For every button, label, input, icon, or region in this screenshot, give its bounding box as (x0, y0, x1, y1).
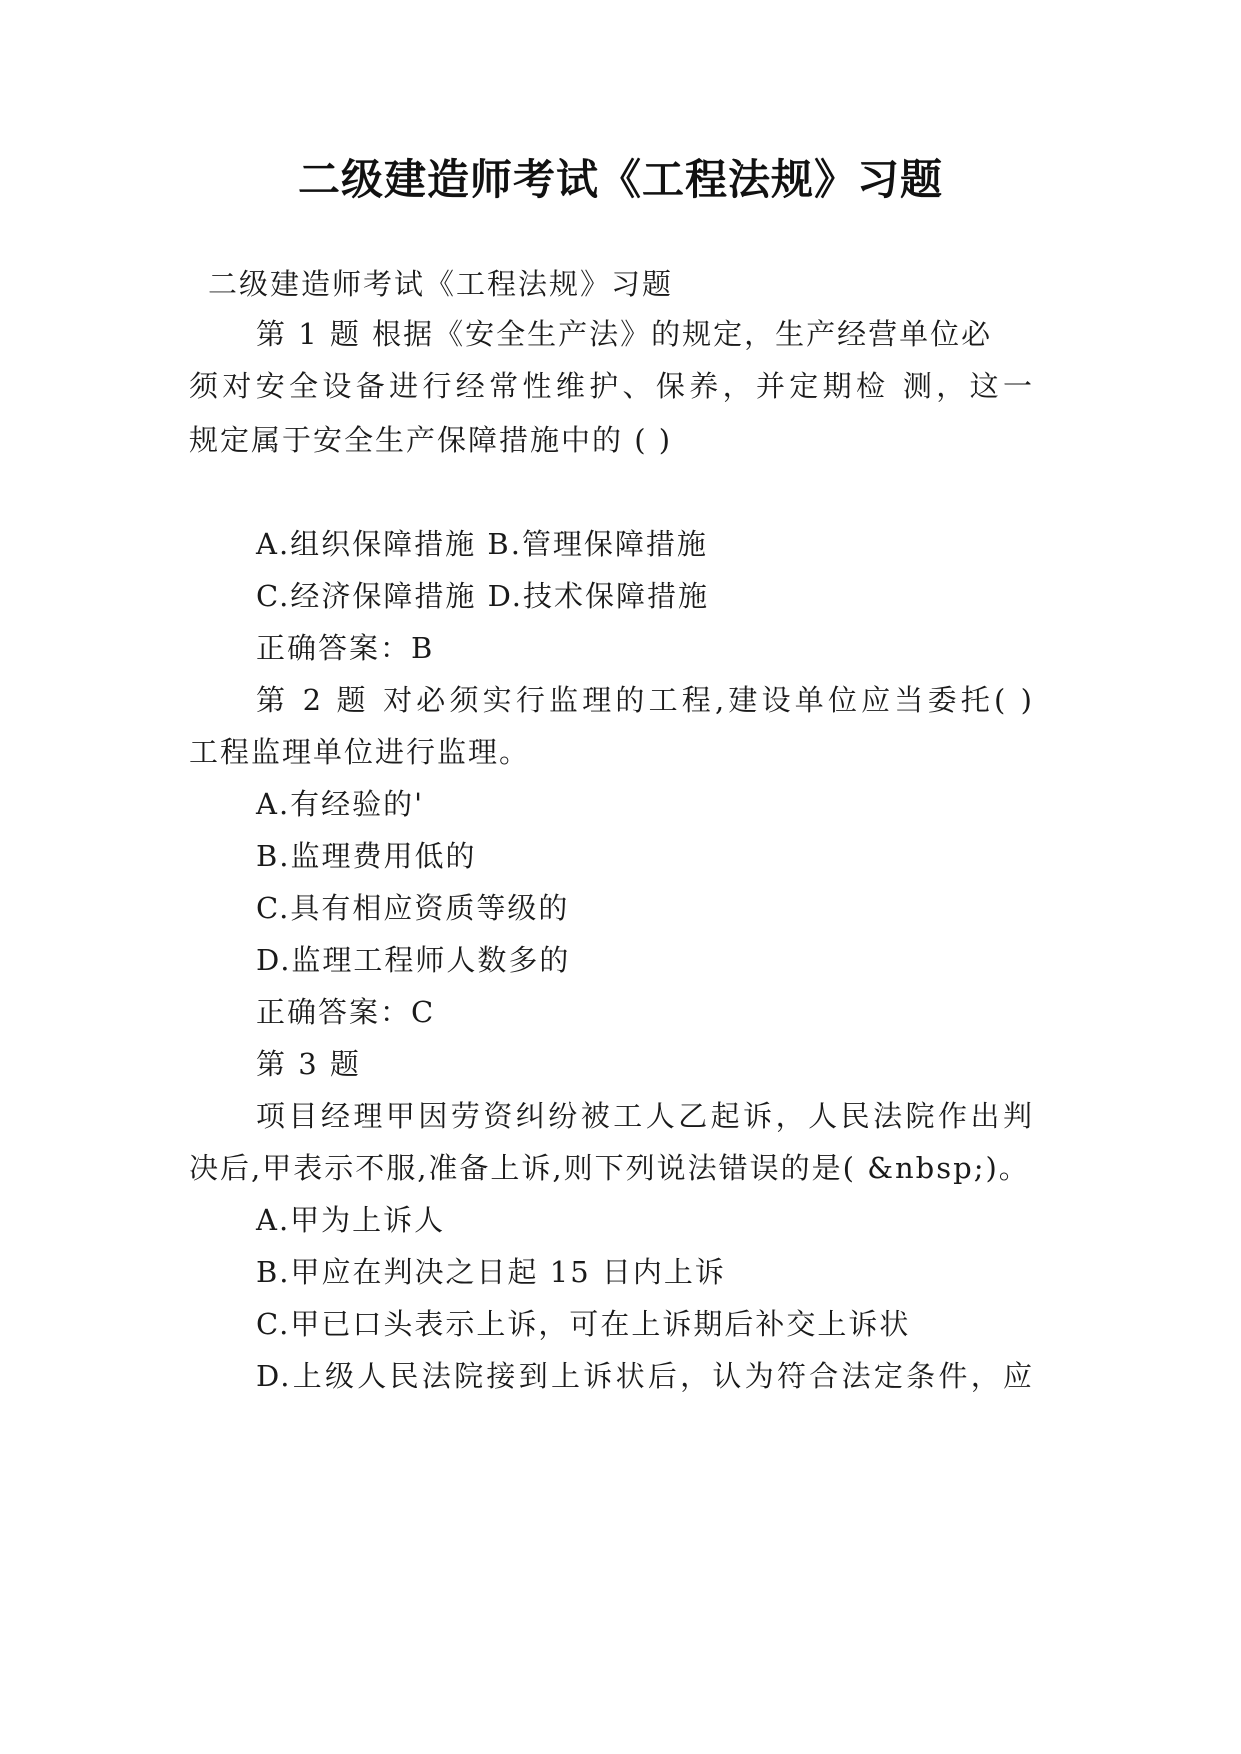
question-2-answer: 正确答案：C (256, 995, 436, 1029)
document-title: 二级建造师考试《工程法规》习题 (297, 155, 943, 204)
document-subtitle: 二级建造师考试《工程法规》习题 (208, 267, 674, 301)
question-2-option-c: C.具有相应资质等级的 (256, 891, 570, 925)
question-1-answer: 正确答案：B (256, 631, 435, 665)
question-2-stem-line-2: 工程监理单位进行监理。 (189, 735, 531, 769)
question-1-stem-line-2: 须对安全设备进行经常性维护、保养，并定期检 测，这一 (189, 369, 1034, 403)
question-1-options-ab: A.组织保障措施 B.管理保障措施 (256, 527, 708, 561)
question-1-stem-line-1: 第 1 题 根据《安全生产法》的规定，生产经营单位必 (256, 317, 993, 351)
question-3-stem-line-2: 决后,甲表示不服,准备上诉,则下列说法错误的是( &nbsp;)。 (189, 1151, 1030, 1185)
question-2-option-b: B.监理费用低的 (256, 839, 477, 873)
question-2-stem-line-1: 第 2 题 对必须实行监理的工程,建设单位应当委托( ) (256, 683, 1034, 717)
question-3-option-c: C.甲已口头表示上诉，可在上诉期后补交上诉状 (256, 1307, 911, 1341)
question-3-option-b: B.甲应在判决之日起 15 日内上诉 (256, 1255, 726, 1289)
question-1-options-cd: C.经济保障措施 D.技术保障措施 (256, 579, 710, 613)
question-3-option-d: D.上级人民法院接到上诉状后，认为符合法定条件，应 (256, 1359, 1034, 1393)
question-3-option-a: A.甲为上诉人 (256, 1203, 446, 1237)
question-3-number: 第 3 题 (256, 1047, 361, 1081)
question-2-option-a: A.有经验的' (256, 787, 425, 821)
question-2-option-d: D.监理工程师人数多的 (256, 943, 571, 977)
question-1-stem-line-3: 规定属于安全生产保障措施中的 ( ) (189, 423, 673, 457)
question-3-stem-line-1: 项目经理甲因劳资纠纷被工人乙起诉，人民法院作出判 (256, 1099, 1034, 1133)
